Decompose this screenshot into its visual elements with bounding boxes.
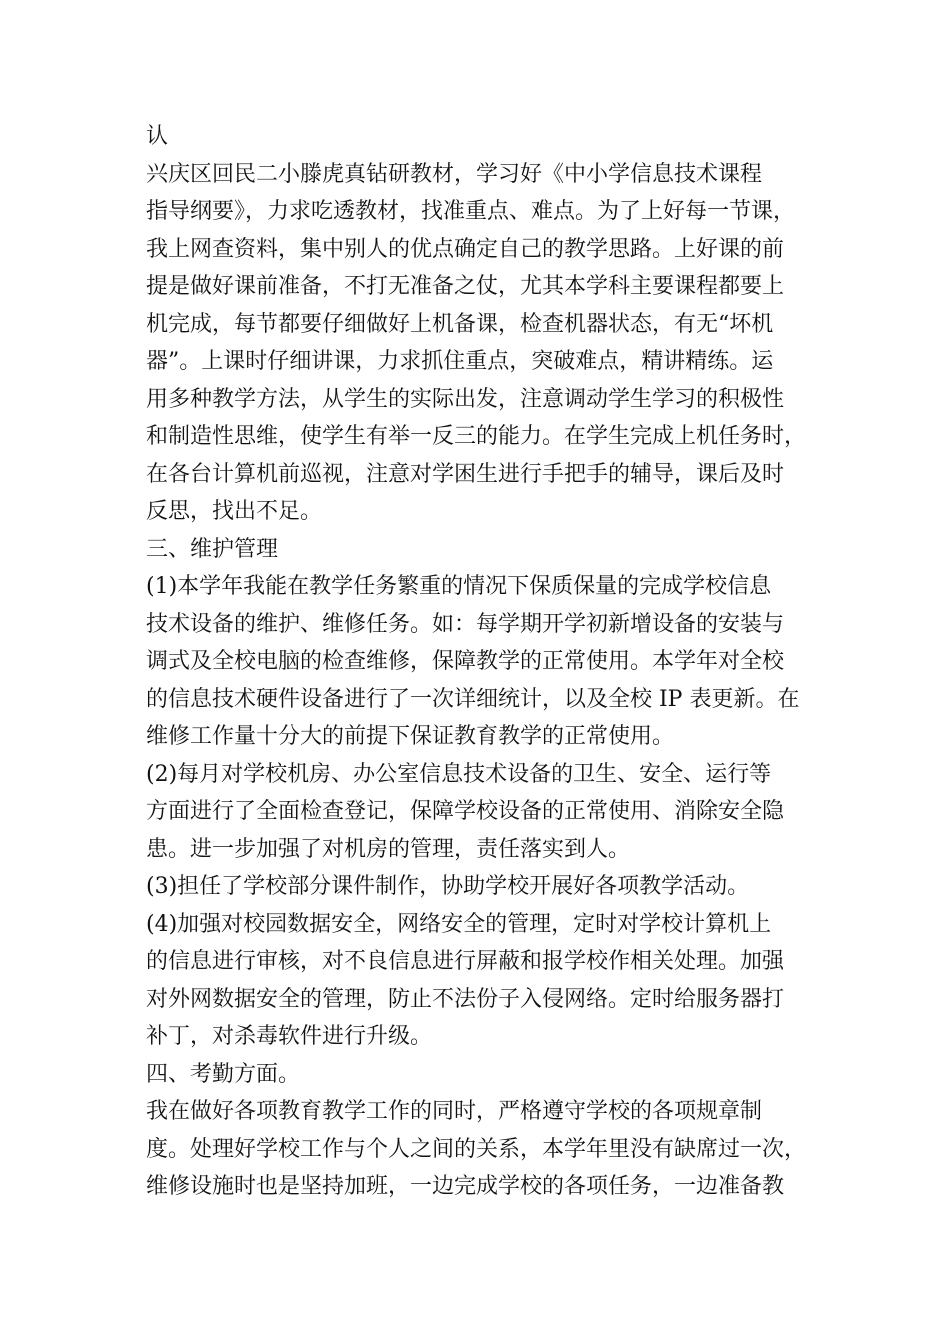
text-line: 维修工作量十分大的前提下保证教育教学的正常使用。 (146, 724, 675, 749)
document-body (146, 118, 816, 1206)
section-heading: 四、考勤方面。 (146, 1061, 301, 1087)
text-line: 患。进一步加强了对机房的管理，责任落实到人。 (146, 836, 631, 862)
text-line: 和制造性思维，使学生有举一反三的能力。在学生完成上机任务时， (146, 424, 807, 449)
text-line: (1)本学年我能在教学任务繁重的情况下保质保量的完成学校信息 (146, 574, 772, 599)
text-line: 的信息进行审核，对不良信息进行屏蔽和报学校作相关处理。加强 (146, 949, 785, 974)
text-line: 补丁，对杀毒软件进行升级。 (146, 1024, 433, 1049)
text-line: 器”。上课时仔细讲课，力求抓住重点，突破难点，精讲精练。运 (146, 349, 774, 374)
text-line: (4)加强对校园数据安全，网络安全的管理，定时对学校计算机上 (146, 911, 772, 937)
text-line: 技术设备的维护、维修任务。如：每学期开学初新增设备的安装与 (146, 611, 785, 637)
text-line: 调式及全校电脑的检查维修，保障教学的正常使用。本学年对全校 (146, 649, 785, 674)
text-line: 我上网查资料，集中别人的优点确定自己的教学思路。上好课的前 (146, 236, 785, 262)
text-line: 兴庆区回民二小滕虎真钻研教材，学习好《中小学信息技术课程 (146, 161, 763, 187)
text-line: 用多种教学方法，从学生的实际出发，注意调动学生学习的积极性 (146, 386, 785, 412)
section-heading: 三、维护管理 (146, 536, 279, 562)
text-line: 维修设施时也是坚持加班，一边完成学校的各项任务，一边准备教 (146, 1174, 785, 1199)
text-line: 认 (146, 124, 169, 149)
text-line: 在各台计算机前巡视，注意对学困生进行手把手的辅导，课后及时 (146, 461, 785, 487)
text-line: 机完成，每节都要仔细做好上机备课，检查机器状态，有无“坏机 (146, 311, 774, 337)
text-line: (2)每月对学校机房、办公室信息技术设备的卫生、安全、运行等 (146, 761, 772, 787)
text-line: 对外网数据安全的管理，防止不法份子入侵网络。定时给服务器打 (146, 986, 785, 1012)
text-line: (3)担任了学校部分课件制作，协助学校开展好各项教学活动。 (146, 874, 750, 899)
text-line: 指导纲要》，力求吃透教材，找准重点、难点。为了上好每一节课， (146, 199, 796, 224)
text-line: 提是做好课前准备，不打无准备之仗，尤其本学科主要课程都要上 (146, 274, 785, 299)
text-line: 我在做好各项教育教学工作的同时，严格遵守学校的各项规章制 (146, 1099, 763, 1124)
text-line: 度。处理好学校工作与个人之间的关系，本学年里没有缺席过一次， (146, 1136, 807, 1162)
text-line: 的信息技术硬件设备进行了一次详细统计，以及全校 IP 表更新。在 (146, 686, 800, 712)
text-line: 反思，找出不足。 (146, 499, 323, 524)
text-line: 方面进行了全面检查登记，保障学校设备的正常使用、消除安全隐 (146, 799, 785, 824)
